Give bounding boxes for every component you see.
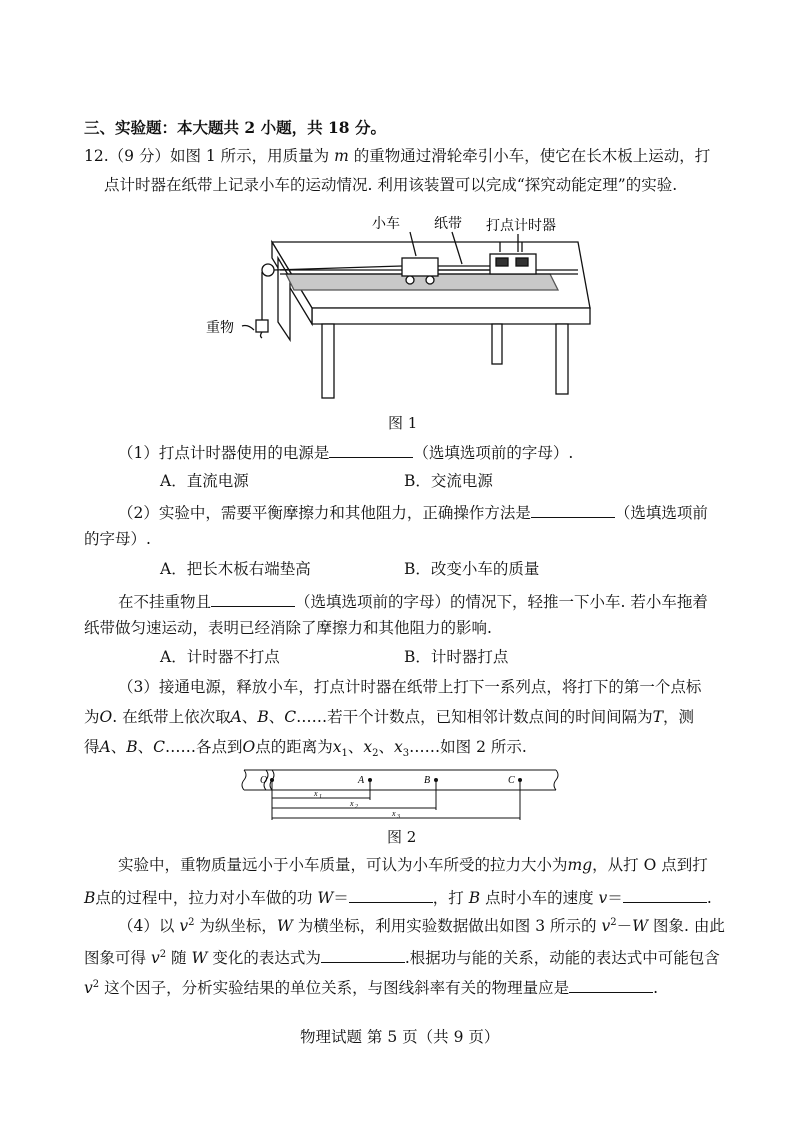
svg-text:1: 1 <box>319 794 322 800</box>
svg-text:3: 3 <box>397 814 400 820</box>
intro-text: 的重物通过滑轮牵引小车，使它在长木板上运动，打 <box>353 147 711 165</box>
var-m: m <box>334 147 349 165</box>
part-4-line-3: $v^2$ 这个因子，分析实验结果的单位关系，与图线斜率有关的物理量应是 . <box>84 978 659 997</box>
figure-2-tape <box>240 768 560 824</box>
part-2-option-a: A．把长木板右端垫高 <box>160 560 311 578</box>
fig1-label-weight: 重物 <box>206 321 234 336</box>
figure-2-caption: 图 2 <box>387 828 417 846</box>
part-3-line-3: 得A、B、C……各点到O点的距离为$x_1$、$x_2$、$x_3\dots\dots$如图 2 所示. <box>84 738 527 760</box>
answer-blank-work[interactable] <box>349 888 433 903</box>
point-o <box>270 778 274 782</box>
fig1-label-timer: 打点计时器 <box>486 219 556 234</box>
part-2-followup-cont: 纸带做匀速运动，表明已经消除了摩擦力和其他阻力的影响. <box>84 619 492 637</box>
part-2-option-c: A．计时器不打点 <box>160 648 280 666</box>
question-score: （9 分） <box>108 147 170 165</box>
part-3-line-2: 为O. 在纸带上依次取A、B、C……若干个计数点，已知相邻计数点间的时间间隔为T，测 <box>84 708 694 726</box>
intro-text: 如图 1 所示，用质量为 <box>169 147 330 165</box>
part-1-option-b: B．交流电源 <box>404 472 493 490</box>
label-x1: x <box>314 789 318 798</box>
point-a <box>368 778 372 782</box>
label-b: B <box>424 775 431 786</box>
answer-blank[interactable] <box>531 503 615 518</box>
part-1-question: （1）打点计时器使用的电源是 （选填选项前的字母）. <box>118 444 574 462</box>
label-o: O <box>260 775 268 786</box>
fig1-label-cart: 小车 <box>372 217 400 232</box>
label-x3: x <box>392 809 396 818</box>
answer-blank-quantity[interactable] <box>569 978 653 993</box>
part-3-line-4: 实验中，重物质量远小于小车质量，可认为小车所受的拉力大小为mg，从打 O 点到打 <box>118 856 708 874</box>
question-number: 12. <box>84 147 109 165</box>
part-3-line-1: （3）接通电源，释放小车，打点计时器在纸带上打下一系列点，将打下的第一个点标 <box>118 678 702 696</box>
part-1-option-a: A．直流电源 <box>160 472 249 490</box>
figure-1-caption: 图 1 <box>388 414 418 432</box>
fig1-label-tape: 纸带 <box>434 217 462 232</box>
label-x2: x <box>350 799 354 808</box>
q12-line-1 <box>84 149 710 165</box>
part-2-question-cont: 的字母）. <box>84 530 151 548</box>
svg-text:2: 2 <box>355 804 358 810</box>
page-footer: 物理试题 第 5 页（共 9 页） <box>300 1028 500 1046</box>
q12-line-2: 点计时器在纸带上记录小车的运动情况. 利用该装置可以完成“探究动能定理”的实验. <box>104 176 678 194</box>
answer-blank-velocity[interactable] <box>623 888 707 903</box>
answer-blank[interactable] <box>329 443 413 458</box>
answer-blank-expression[interactable] <box>321 948 405 963</box>
answer-blank[interactable] <box>211 592 295 607</box>
label-c: C <box>508 775 515 786</box>
figure-1-apparatus <box>200 212 600 402</box>
part-2-question: （2）实验中，需要平衡摩擦力和其他阻力，正确操作方法是 （选填选项前 <box>118 504 708 522</box>
part-2-option-d: B．计时器打点 <box>404 648 509 666</box>
point-c <box>518 778 522 782</box>
part-2-followup: 在不挂重物且 （选填选项前的字母）的情况下，轻推一下小车. 若小车拖着 <box>118 593 708 611</box>
part-2-option-b: B．改变小车的质量 <box>404 560 540 578</box>
point-b <box>434 778 438 782</box>
part-3-line-5: B点的过程中，拉力对小车做的功 W＝ ，打 B 点时小车的速度 v＝ . <box>84 889 712 907</box>
part-4-line-1: （4）以 $v^2$ 为纵坐标，W 为横坐标，利用实验数据做出如图 3 所示的 $v^2-W$ 图象. 由此 <box>118 917 725 936</box>
section-title: 三、实验题：本大题共 2 小题，共 18 分。 <box>84 118 386 137</box>
part-4-line-2: 图象可得 $v^2$ 随 W 变化的表达式为 .根据功与能的关系，动能的表达式中可能包含 <box>84 948 720 967</box>
label-a: A <box>358 775 365 786</box>
